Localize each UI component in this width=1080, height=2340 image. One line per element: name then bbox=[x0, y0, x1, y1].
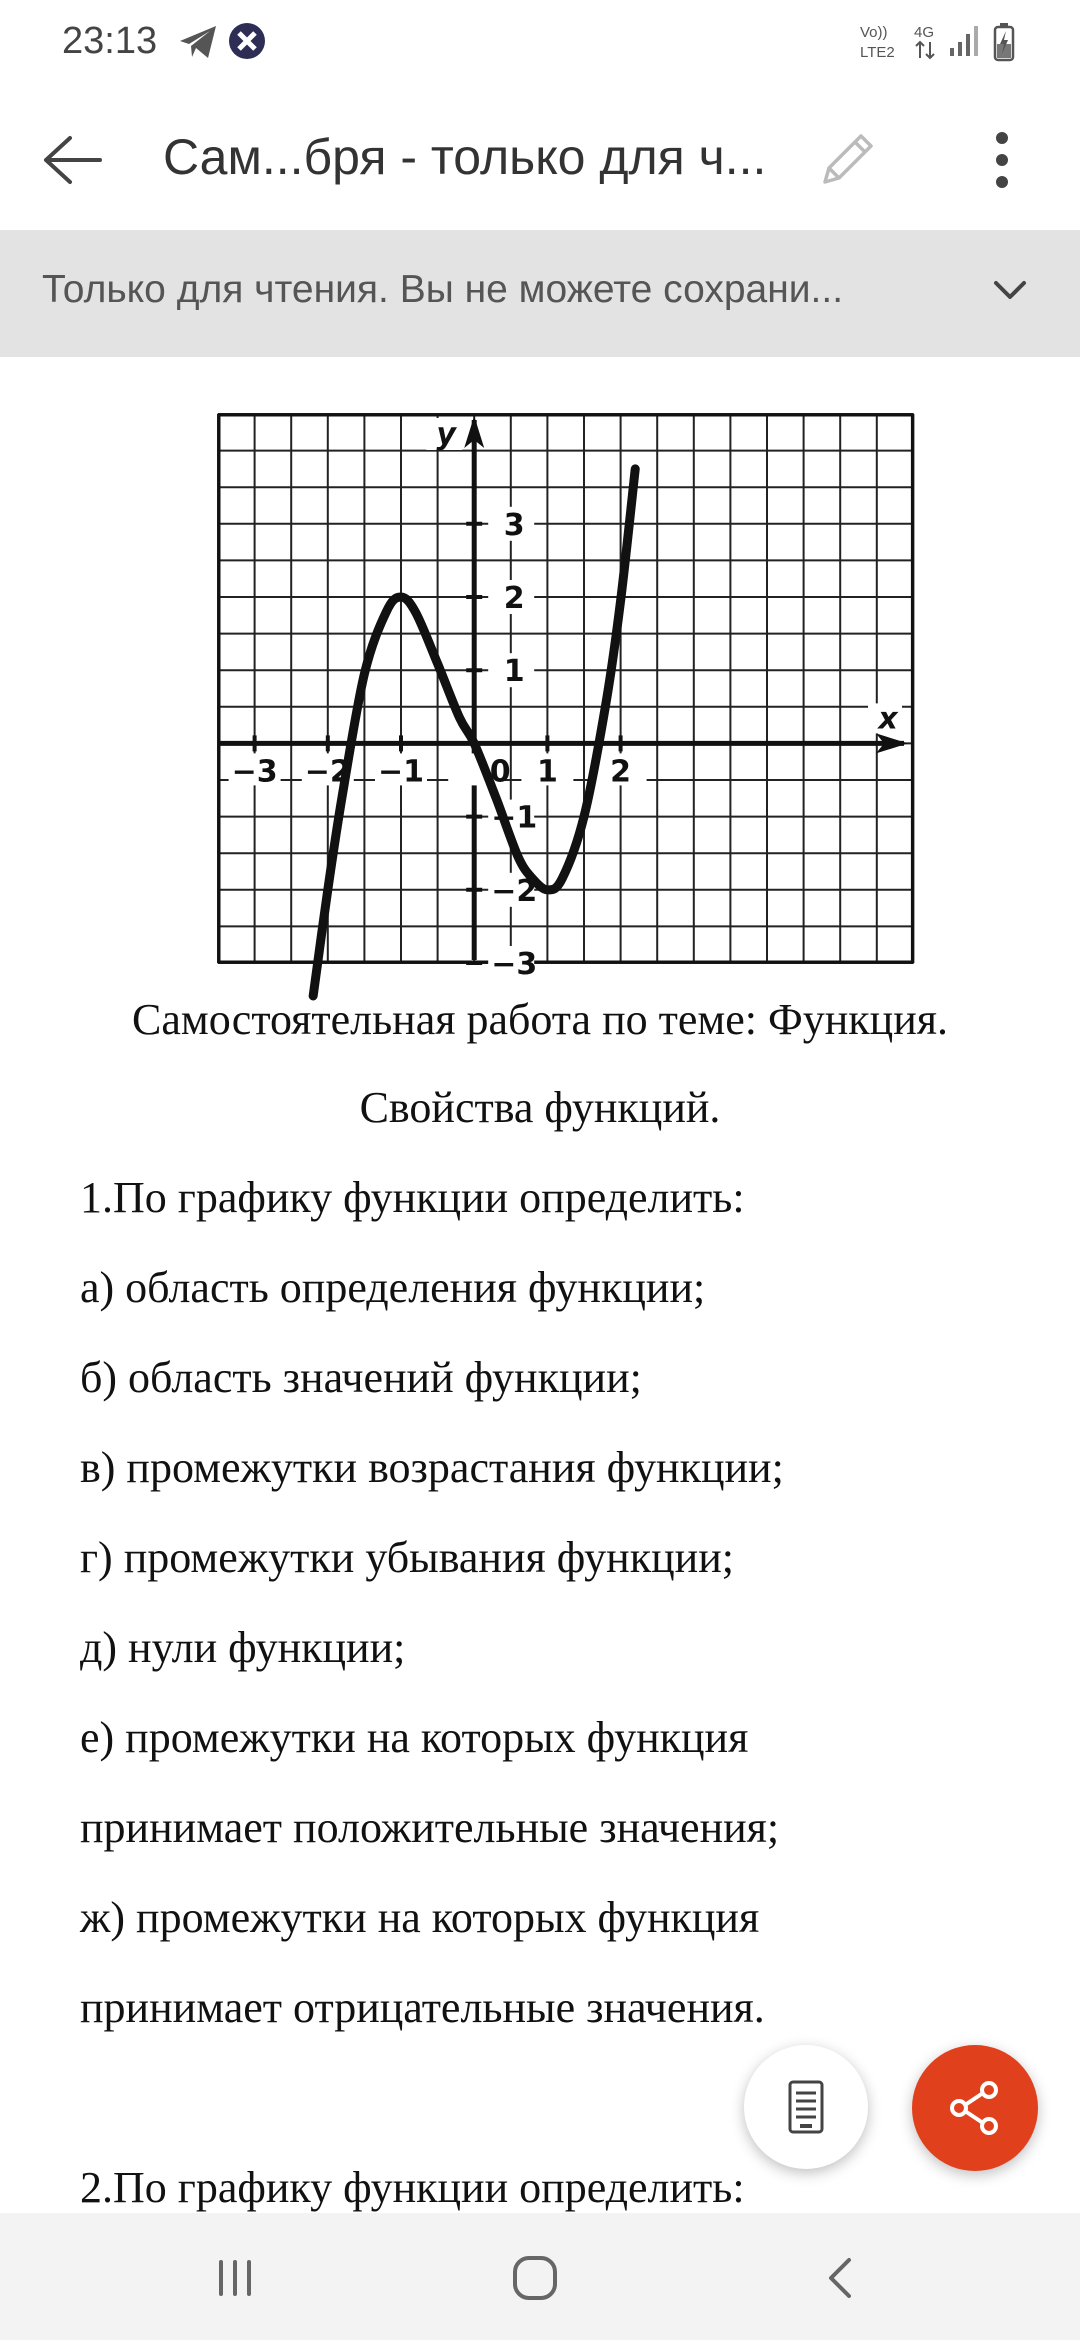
arrow-left-icon bbox=[42, 135, 102, 185]
back-button[interactable] bbox=[30, 118, 114, 202]
recent-apps-button[interactable] bbox=[185, 2233, 285, 2323]
home-button[interactable] bbox=[485, 2233, 585, 2323]
y-tick-label: 3 bbox=[503, 507, 525, 543]
task-item: г) промежутки убывания функции; bbox=[80, 1533, 734, 1582]
network-4g-icon bbox=[912, 22, 942, 67]
status-time: 23:13 bbox=[62, 20, 158, 62]
system-nav-bar bbox=[0, 2213, 1080, 2340]
x-axis-label: x bbox=[878, 701, 898, 737]
document-title: Сам...бря - только для ч... bbox=[163, 129, 767, 185]
chevron-down-icon bbox=[992, 278, 1028, 302]
share-button[interactable] bbox=[912, 2045, 1038, 2171]
task-item: б) область значений функции; bbox=[80, 1353, 642, 1402]
banner-expand-button[interactable] bbox=[980, 260, 1040, 320]
y-tick-label: −1 bbox=[491, 800, 538, 836]
y-tick-label: −3 bbox=[491, 947, 538, 982]
read-only-banner[interactable] bbox=[0, 230, 1080, 357]
nav-back-button[interactable] bbox=[790, 2233, 890, 2323]
y-tick-label: 2 bbox=[503, 581, 525, 616]
heading-line-2: Свойства функций. bbox=[359, 1083, 721, 1132]
heading-line-1: Самостоятельная работа по теме: Функция. bbox=[131, 995, 949, 1044]
share-icon bbox=[945, 2078, 1005, 2138]
back-icon bbox=[825, 2256, 855, 2300]
task-item: е) промежутки на которых функция bbox=[80, 1713, 749, 1762]
status-bar bbox=[0, 0, 1080, 88]
reading-mode-button[interactable] bbox=[744, 2045, 868, 2169]
recent-apps-icon bbox=[213, 2256, 257, 2300]
volte-icon bbox=[860, 22, 908, 67]
document-page[interactable] bbox=[0, 357, 1080, 2213]
x-tick-label: 1 bbox=[536, 754, 558, 790]
y-tick-label: −2 bbox=[491, 873, 538, 909]
svg-text:4G: 4G bbox=[914, 24, 935, 41]
y-tick-label: 1 bbox=[503, 654, 525, 690]
read-only-message: Только для чтения. Вы не можете сохрани... bbox=[42, 268, 844, 311]
x-tick-label: −2 bbox=[304, 754, 351, 790]
x-tick-label: 2 bbox=[610, 754, 632, 790]
task-item: а) область определения функции; bbox=[80, 1263, 706, 1312]
app-bar bbox=[0, 88, 1080, 230]
edit-button[interactable] bbox=[805, 118, 889, 202]
battery-charging-icon bbox=[992, 22, 1016, 67]
more-vertical-icon bbox=[992, 130, 1012, 190]
x-tick-label: −1 bbox=[377, 754, 425, 790]
signal-icon bbox=[948, 24, 984, 63]
y-axis-label: y bbox=[436, 417, 456, 452]
x-tick-label: −3 bbox=[231, 754, 278, 790]
task-2-title: 2.По графику функции определить: bbox=[80, 2163, 745, 2212]
x-tick-label: 0 bbox=[489, 754, 511, 790]
task-item: принимает положительные значения; bbox=[80, 1803, 780, 1852]
svg-text:Vo)): Vo)) bbox=[860, 24, 888, 41]
pencil-icon bbox=[815, 128, 879, 192]
task-1-title: 1.По графику функции определить: bbox=[80, 1173, 745, 1222]
reading-mode-icon bbox=[784, 2079, 828, 2135]
task-item: ж) промежутки на которых функция bbox=[80, 1893, 760, 1942]
more-options-button[interactable] bbox=[960, 118, 1044, 202]
function-graph bbox=[218, 414, 910, 982]
home-icon bbox=[510, 2253, 560, 2303]
task-item: в) промежутки возрастания функции; bbox=[80, 1443, 784, 1492]
svg-text:LTE2: LTE2 bbox=[860, 44, 895, 61]
app-notification-icon bbox=[228, 22, 266, 65]
telegram-icon bbox=[178, 24, 218, 65]
task-item: принимает отрицательные значения. bbox=[80, 1983, 765, 2032]
task-item: д) нули функции; bbox=[80, 1623, 406, 1672]
